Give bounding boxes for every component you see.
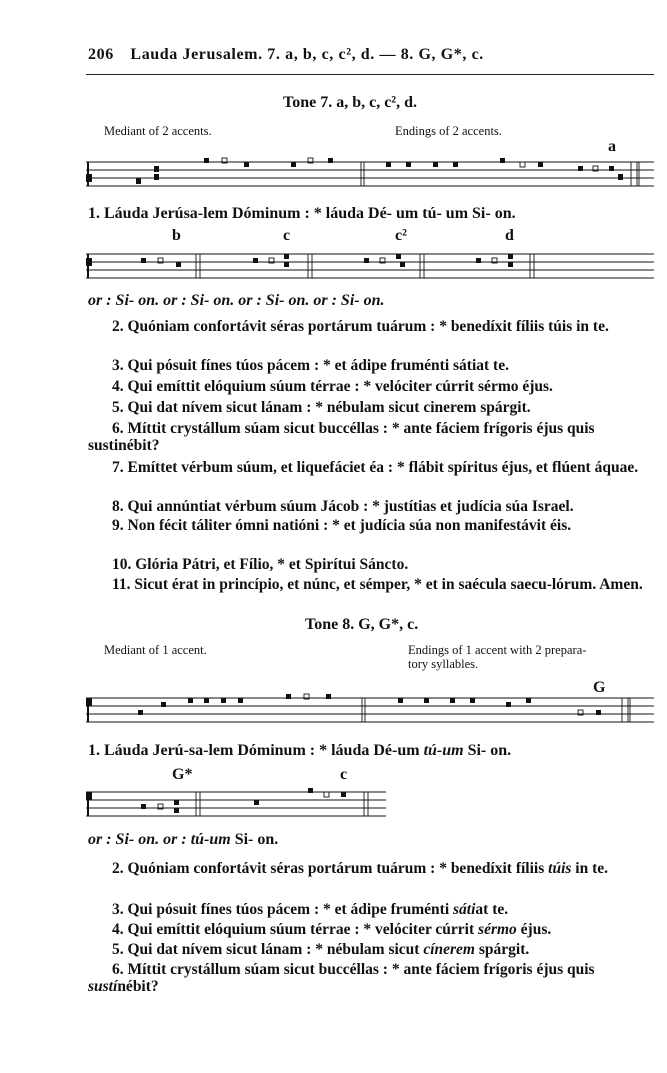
tone8-endings-label-2: tory syllables. [408,657,479,671]
tone7-verse-5: 5. Qui dat nívem sicut lánam : * nébulam sicut cinerem spárgit. [112,399,531,416]
tone8-lyric-2: or : Si- on. or : tú-um Si- on. [88,831,279,848]
tone7-staff-2 [86,248,654,288]
tone8-title: Tone 8. G, G*, c. [305,616,419,633]
tone8-staff-2 [86,786,386,826]
tone7-verse-7: 7. Emíttet vérbum súum, et liquefáciet éa : * flábit spíritus éjus, et flúent áquae. [112,459,639,476]
tone7-endings-label: Endings of 2 accents. [395,124,502,138]
tone8-staff-1 [86,692,654,734]
tone7-lyric-2: or : Si- on. or : Si- on. or : Si- on. or : Si- on. [88,292,385,309]
tone7-mediant-label: Mediant of 2 accents. [104,124,212,138]
tone8-ending-G-label: G [593,679,606,696]
tone8-verse-2: 2. Quóniam confortávit séras portárum tuárum : * benedíxit fíliis túis in te. [112,860,608,877]
tone8-verse-6: 6. Míttit crystállum súam sicut buccéllas : * ante fáciem frígoris éjus quis sustínébit? [88,961,595,995]
tone8-verse-5: 5. Qui dat nívem sicut lánam : * nébulam sicut cínerem spárgit. [112,941,530,958]
tone8-ending-c-label: c [340,766,348,783]
running-header [88,46,484,64]
tone7-verse-2: 2. Quóniam confortávit séras portárum tuárum : * benedíxit fíliis túis in te. [112,318,609,335]
tone7-verse-3: 3. Qui pósuit fínes túos pácem : * et ádipe fruménti sátiat te. [112,357,509,374]
tone7-staff-1 [86,156,654,198]
header-title: Lauda Jerusalem. 7. a, b, c, c², d. — 8. G, G*, c. [130,46,484,63]
tone7-verse-6: 6. Míttit crystállum súam sicut buccéllas : * ante fáciem frígoris éjus quis sustinébit? [88,420,595,454]
tone8-endings-label-1: Endings of 1 accent with 2 prepara- [408,643,587,657]
tone8-verse-3: 3. Qui pósuit fínes túos pácem : * et ádipe fruménti sátiat te. [112,901,509,918]
tone7-ending-b-label: b [172,227,181,244]
header-rule [86,74,654,75]
tone7-verse-4: 4. Qui emíttit elóquium súum térrae : * velóciter cúrrit sérmo éjus. [112,378,553,395]
tone7-verse-11: 11. Sicut érat in princípio, et núnc, et sémper, * et in saécula saecu-lórum. Amen. [112,576,643,593]
tone7-title: Tone 7. a, b, c, c², d. [283,94,417,111]
tone7-ending-c2-label: c² [395,227,407,244]
tone8-mediant-label: Mediant of 1 accent. [104,643,207,657]
tone8-verse-4: 4. Qui emíttit elóquium súum térrae : * velóciter cúrrit sérmo éjus. [112,921,552,938]
tone8-ending-Gstar-label: G* [172,766,193,783]
page-number: 206 [88,46,114,63]
tone7-ending-c-label: c [283,227,291,244]
tone7-ending-a-label: a [608,138,616,155]
tone8-lyric-1: 1. Láuda Jerú-sa-lem Dóminum : * láuda Dé-um tú-um Si- on. [88,742,512,759]
tone7-ending-d-label: d [505,227,514,244]
tone7-verse-10: 10. Glória Pátri, et Fílio, * et Spirítui Sáncto. [112,556,409,573]
tone7-verse-8: 8. Qui annúntiat vérbum súum Jácob : * justítias et judícia súa Israel. [112,498,574,515]
tone7-verse-9: 9. Non fécit táliter ómni natióni : * et judícia súa non manifestávit éis. [112,517,572,534]
tone7-lyric-1: 1. Láuda Jerúsa-lem Dóminum : * láuda Dé- um tú- um Si- on. [88,205,516,222]
